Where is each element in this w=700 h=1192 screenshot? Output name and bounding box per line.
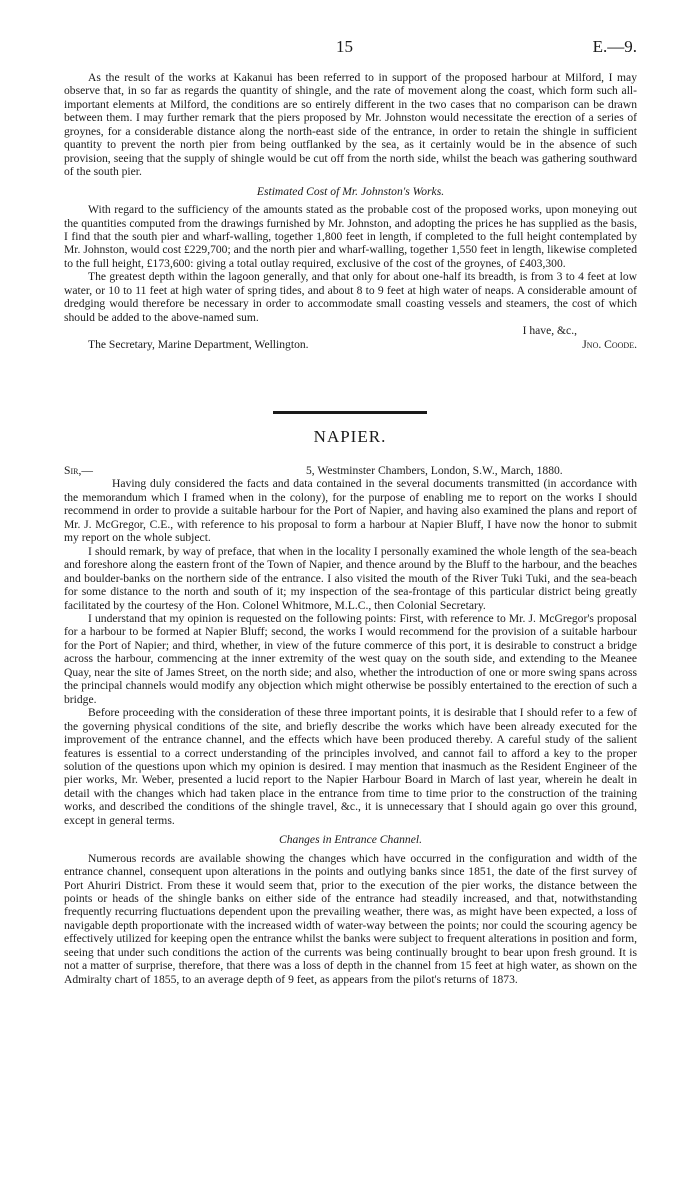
napier-paragraph-5: Numerous records are available showing the changes which have occurred in the configuration and width of the entrance channel, consequent upon alterations in the points and outlying banks since 1851, the date of the first survey of Port Ahuriri District. From these it would seem that, prior to the execution of the pier works, the distance between the points or heads of the shingle banks on either side of the entrance had steadily increased, and that, notwithstanding frequently recurring fluctuations dependent upon the prevailing weather, there was, as might have been expected, a loss of navigable depth proportionate with the increased width of water-way between the points; nor could the scouring agency be effectively utilized for keeping open the entrance whilst the banks were subject to frequent alterations in position and form, seeing that under such conditions the action of the currents was being continually brought to bear upon fresh ground. It is not a matter of surprise, therefore, that there was a loss of depth in the channel from 15 feet at high water, as shown on the Admiralty chart of 1855, to an average depth of 9 feet, as appears from the pilot's returns of 1873.: [64, 851, 637, 986]
napier-paragraph-1: Having duly considered the facts and data contained in the several documents transmitted (in accordance with the memorandum which I framed when in the colony), for the purpose of enabling me to report on the works I should recommend in order to provide a suitable harbour for the Port of Napier, and having also examined the plans and report of Mr. J. McGregor, C.E., with reference to his proposal to form a harbour at Napier Bluff, I have now the honor to submit my report on the whole subject.: [64, 477, 637, 545]
napier-section: [64, 464, 637, 986]
addressee-row: [64, 338, 637, 351]
section-rule-wrap: [0, 411, 700, 414]
address-line: 5, Westminster Chambers, London, S.W., March, 1880.: [306, 464, 563, 477]
napier-paragraph-4: Before proceeding with the consideration of these three important points, it is desirable that I should refer to a few of the governing physical conditions of the site, and briefly describe the works which have been already executed for the improvement of the entrance channel, and the effects which have been produced thereby. A careful study of the salient features is essential to a correct understanding of the principles involved, and cannot fail to afford a key to the proper solution of the questions upon which my opinion is desired. I may mention that inasmuch as the Resident Engineer of the pier works, Mr. Weber, presented a lucid report to the Napier Harbour Board in March of last year, wherein he dealt in detail with the changes which had taken place in the entrance from time to time prior to the construction of the training works, and described the conditions of the shingle travel, &c., it is unnecessary that I should again go over this ground, except in general terms.: [64, 706, 637, 827]
napier-paragraph-2: I should remark, by way of preface, that when in the locality I personally examined the whole length of the sea-beach and foreshore along the eastern front of the Town of Napier, and thence around by the Bluff to the harbour, and the beaches and boulder-banks on the northern side of the entrance. I also visited the mouth of the River Tuki Tuki, and the sea-beach for some distance to the north and south of it; my inspection of the sea-frontage of this particular district being greatly facilitated by the courtesy of the Hon. Colonel Whitmore, M.L.C., then Colonial Secretary.: [64, 544, 637, 612]
page-header: [64, 37, 637, 60]
napier-paragraph-3: I understand that my opinion is requested on the following points: First, with reference to Mr. J. McGregor's proposal for a harbour to be formed at Napier Bluff; second, the works I would recommend for the provision of a suitable harbour for the Port of Napier; and third, whether, in view of the future commerce of this port, it is desirable to construct a bridge across the harbour, commencing at the inner extremity of the west quay on the south side, and extending to the Meanee Quay, near the site of James Street, on the north side; and also, whether the introduction of one or more swing spans across the principal channels would modify any objection which might otherwise be possibly entertained to the erection of such a bridge.: [64, 611, 637, 706]
page-number: 15: [336, 37, 353, 56]
salutation-row: [64, 464, 637, 477]
kakanui-paragraph: As the result of the works at Kakanui has been referred to in support of the proposed harbour at Milford, I may observe that, in so far as regards the quantity of shingle, and the rate of movement along the coast, which form such all-important elements at Milford, the conditions are so entirely different in the two cases that no comparison can be drawn between them. I may further remark that the piers proposed by Mr. Johnston would necessitate the erection of a series of groynes, for a considerable distance along the north-east side of the entrance, in order to retain the shingle in sufficient quantity to prevent the north pier from being outflanked by the sea, as it certainly would be in the absence of such provision, seeing that the supply of shingle would be cut off from the north side, whilst the beach was gathering southward of the south pier.: [64, 71, 637, 179]
section-divider: [273, 411, 427, 414]
paper-reference: E.—9.: [592, 37, 637, 56]
changes-heading: Changes in Entrance Channel.: [279, 833, 422, 847]
estimated-cost-heading: Estimated Cost of Mr. Johnston's Works.: [256, 184, 445, 198]
closing-text: I have, &c.,: [522, 324, 577, 338]
closing-row: [64, 324, 637, 337]
napier-title: NAPIER.: [313, 427, 387, 446]
kakanui-section: [64, 71, 637, 351]
addressee: The Secretary, Marine Department, Wellington.: [88, 337, 309, 351]
estimated-cost-paragraph-1: With regard to the sufficiency of the amounts stated as the probable cost of the proposed works, upon moneying out the quantities computed from the drawings furnished by Mr. Johnston, and adopting the prices he has supplied as the basis, I find that the south pier and wharf-walling, together 1,800 feet in length, if completed to the full height contemplated by Mr. Johnston, would cost £229,700; and the north pier and wharf-walling, together 1,550 feet in length, likewise completed to the full height, £173,600: giving a total outlay required, exclusive of the cost of the groynes, of £403,300.: [64, 203, 637, 270]
estimated-cost-paragraph-2: The greatest depth within the lagoon generally, and that only for about one-half its breadth, is from 3 to 4 feet at low water, or 10 to 11 feet at high water of spring tides, and about 8 to 9 feet at high water of neaps. A considerable amount of dredging would therefore be necessary in order to accommodate small coasting vessels and steamers, the cost of which should be added to the above-named sum.: [64, 270, 637, 324]
salutation: Sir,—: [64, 464, 93, 477]
signature: Jno. Coode.: [582, 337, 637, 351]
